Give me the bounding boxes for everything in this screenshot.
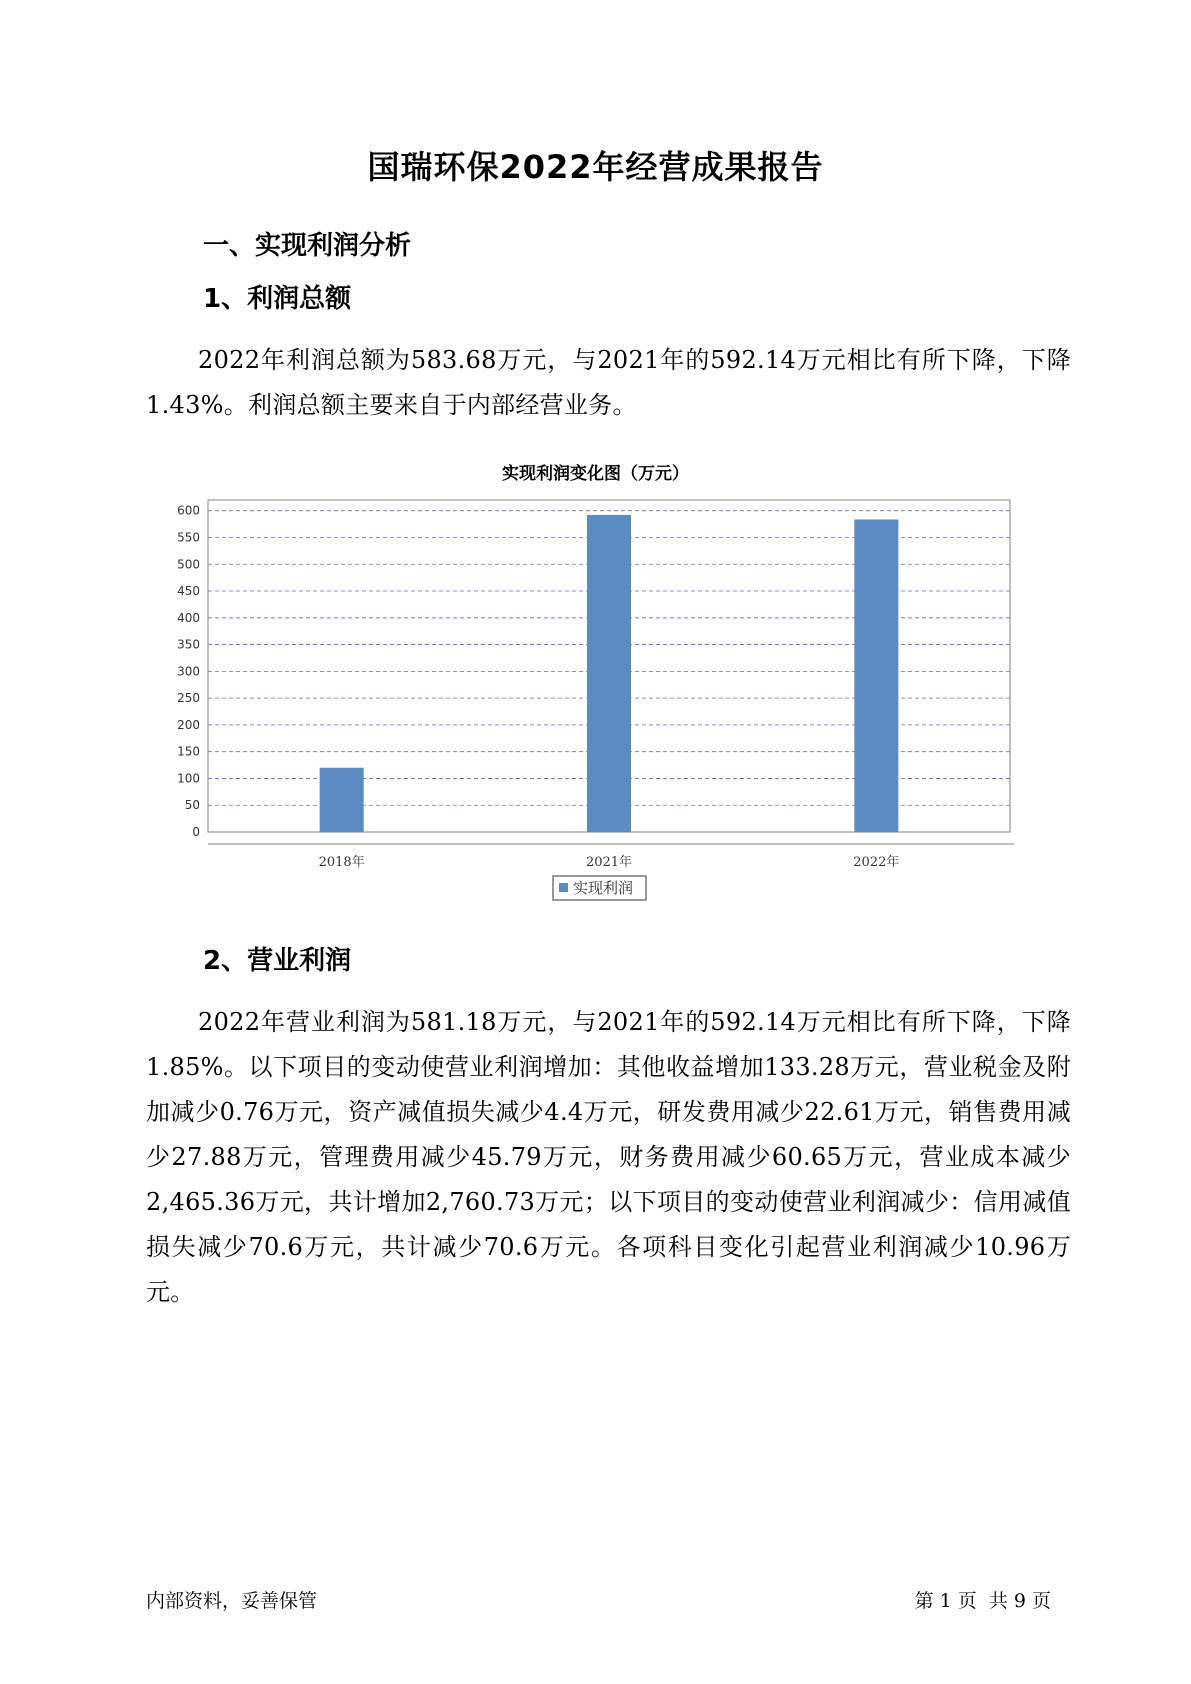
x-tick-label: 2022年: [853, 855, 900, 870]
y-tick-label: 450: [177, 584, 200, 599]
y-tick-label: 400: [177, 610, 200, 625]
total-profit-paragraph: 2022年利润总额为583.68万元，与2021年的592.14万元相比有所下降，下降1.43%。利润总额主要来自于内部经营业务。: [146, 346, 1071, 419]
bar-1: [587, 515, 631, 832]
legend-swatch: [559, 883, 568, 892]
section-heading-profit-analysis: 一、实现利润分析: [203, 231, 412, 261]
y-tick-label: 550: [177, 530, 200, 545]
chart-title: 实现利润变化图（万元）: [502, 464, 689, 484]
subsection-heading-operating-profit: 2、营业利润: [203, 946, 352, 976]
legend-label: 实现利润: [573, 879, 634, 897]
footer-confidential-note: 内部资料，妥善保管: [146, 1590, 318, 1612]
bar-0: [320, 768, 364, 832]
chart-bars: [320, 515, 899, 832]
y-axis-ticks: [177, 504, 200, 839]
y-tick-label: 350: [177, 637, 200, 652]
y-tick-label: 150: [177, 744, 200, 759]
y-tick-label: 100: [177, 771, 200, 786]
footer-page-number: 第 1 页 共 9 页: [914, 1590, 1051, 1612]
y-tick-label: 250: [177, 691, 200, 706]
y-tick-label: 600: [177, 503, 200, 518]
y-tick-label: 500: [177, 557, 200, 572]
y-tick-label: 50: [184, 798, 200, 813]
chart-legend: [553, 876, 646, 900]
y-tick-label: 0: [192, 825, 200, 839]
operating-profit-paragraph: 2022年营业利润为581.18万元，与2021年的592.14万元相比有所下降，下降1.85%。以下项目的变动使营业利润增加：其他收益增加133.28万元，营业税金及附加减少0.76万元，资产减值损失减少4.4万元，研发费用减少22.61万元，销售费用减少27.88万元，管理费用减少45.79万元，财务费用减少60.65万元，营业成本减少2,465.36万元，共计增加2,760.73万元；以下项目的变动使营业利润减少：信用减值损失减少70.6万元，共计减少70.6万元。各项科目变化引起营业利润减少10.96万元。: [146, 1008, 1071, 1306]
x-axis-ticks: [319, 854, 900, 870]
document-title: 国瑞环保2022年经营成果报告: [367, 148, 824, 186]
y-tick-label: 300: [177, 664, 200, 679]
x-tick-label: 2021年: [585, 855, 633, 870]
subsection-heading-total-profit: 1、利润总额: [203, 284, 352, 314]
y-tick-label: 200: [177, 717, 200, 732]
bar-2: [854, 519, 898, 832]
x-tick-label: 2018年: [318, 855, 365, 870]
